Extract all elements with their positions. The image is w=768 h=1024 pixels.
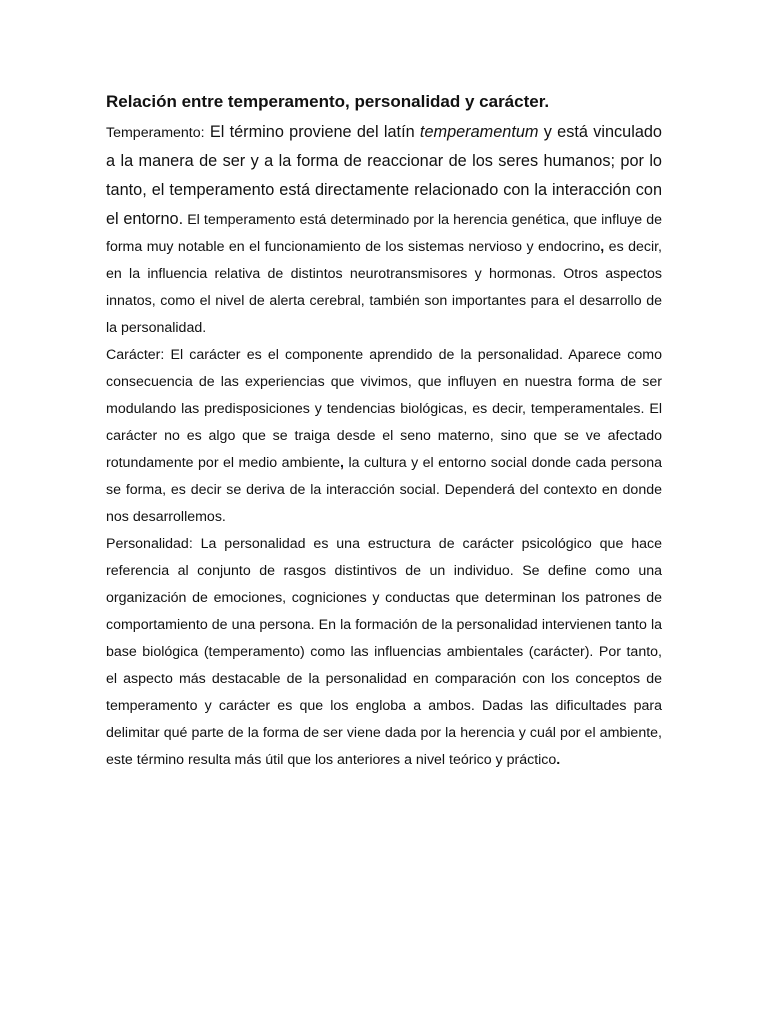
temperamento-intro-b: y está vinculado a la manera de ser y a la forma de reaccionar de los seres humanos; por lo tanto, el temperamento está directamente relacionado con la interacción con el entorno. [106,123,662,228]
temperamento-intro-a: El término proviene del latín [204,123,420,141]
caracter-comma: , [340,455,344,471]
paragraph-temperamento [106,118,662,342]
caracter-text-b: la cultura y el entorno social donde cada persona se forma, es decir se deriva de la interacción social. Dependerá del contexto en donde nos desarrollemos. [106,455,662,525]
personalidad-text: Personalidad: La personalidad es una estructura de carácter psicológico que hace referencia al conjunto de rasgos distintivos de un individuo. Se define como una organización de emociones, cogniciones y conductas que determinan los patrones de comportamiento de una persona. En la formación de la personalidad intervienen tanto la base biológica (temperamento) como las influencias ambientales (carácter). Por tanto, el aspecto más destacable de la personalidad en comparación con los conceptos de temperamento y carácter es que los engloba a ambos. Dadas las dificultades para delimitar qué parte de la forma de ser viene dada por la herencia y cuál por el ambiente, este término resulta más útil que los anteriores a nivel teórico y práctico [106,536,662,768]
document-title: Relación entre temperamento, personalidad y carácter. [106,92,550,111]
temperamento-comma: , [600,239,605,255]
temperamento-body-a: El temperamento está determinado por la herencia genética, que influye de forma muy notable en el funcionamiento de los sistemas nervioso y endocrino [106,212,662,255]
temperamento-latin-term: temperamentum [419,123,539,141]
personalidad-period: . [556,752,561,768]
temperamento-body-b: es decir, en la influencia relativa de distintos neurotransmisores y hormonas. Otros aspectos innatos, como el nivel de alerta cerebral, también son importantes para el desarrollo de la personalidad. [106,239,662,336]
paragraph-caracter [106,342,662,531]
paragraph-personalidad [106,531,662,774]
document-body [106,90,662,774]
caracter-text-a: Carácter: El carácter es el componente aprendido de la personalidad. Aparece como consecuencia de las experiencias que vivimos, que influyen en nuestra forma de ser modulando las predisposiciones y tendencias biológicas, es decir, temperamentales. El carácter no es algo que se traiga desde el seno materno, sino que se ve afectado rotundamente por el medio ambiente [106,347,662,471]
temperamento-label: Temperamento: [106,125,205,141]
